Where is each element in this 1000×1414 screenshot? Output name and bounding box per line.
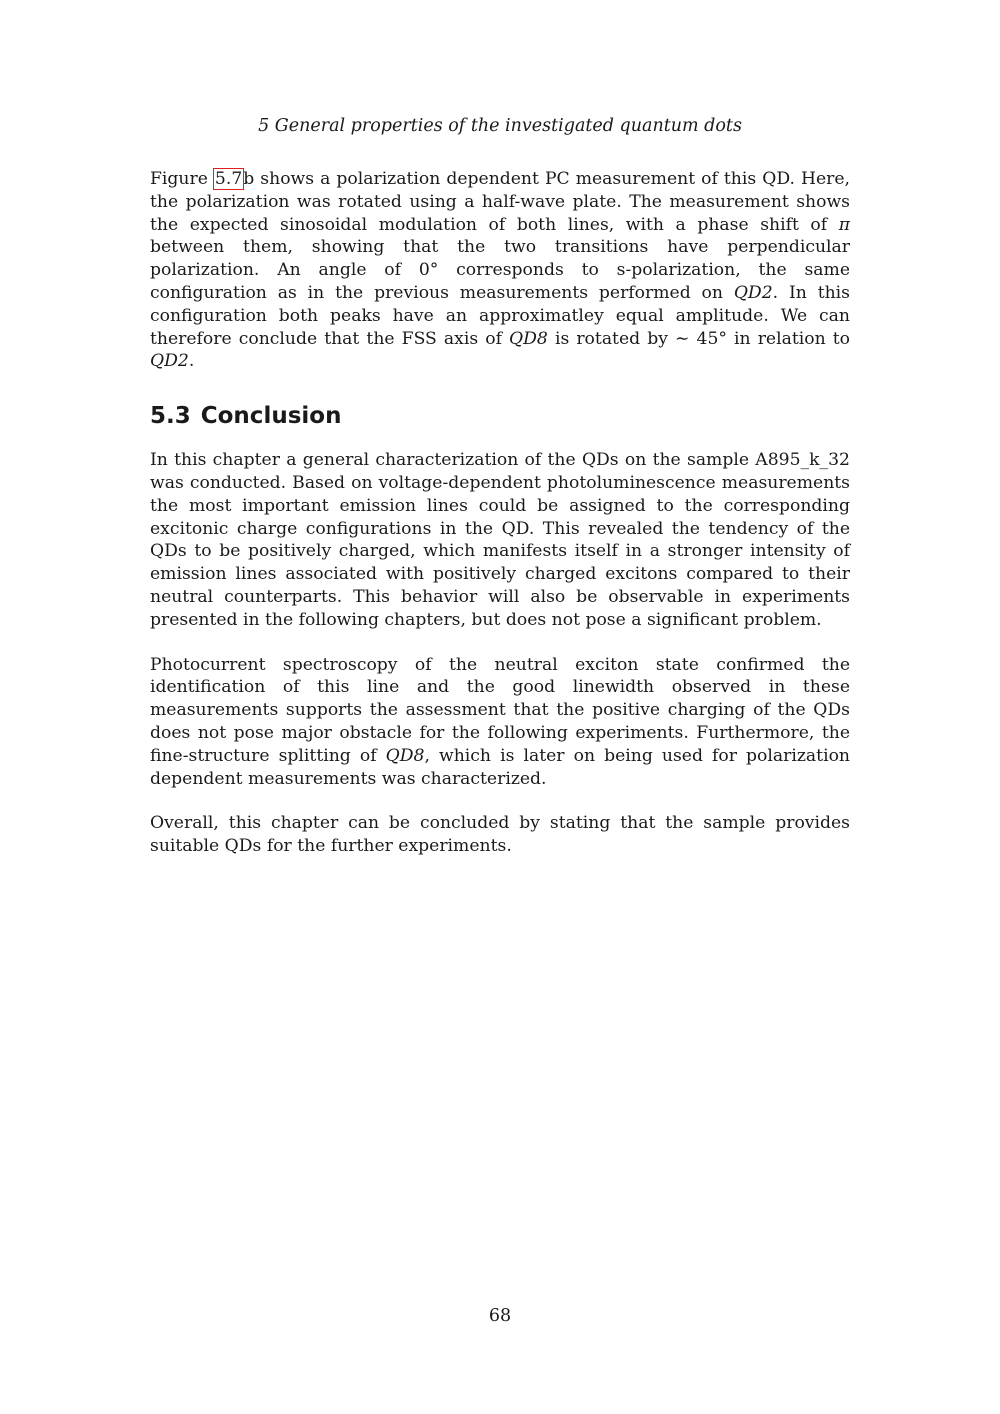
section-heading: [150, 403, 850, 429]
qd-label: QD8: [509, 328, 548, 349]
qd-label: QD2: [733, 282, 773, 303]
text-run: is rotated by ∼ 45° in relation to: [547, 328, 850, 349]
paragraph-overall: Overall, this chapter can be concluded by stating that the sample provides suitable QDs for the further experiments.: [150, 813, 850, 857]
text-run: Photocurrent spectroscopy of the neutral exciton state confirmed the identification of this line and the good linewidth observed in these measurements supports the assessment that the positive charging of the QDs does not pose major obstacle for the following experiments. Furthermore, the fine-structure splitting of: [150, 654, 850, 766]
page-content: [150, 168, 850, 880]
qd-label: QD2: [150, 351, 189, 372]
text-run: .: [188, 351, 195, 372]
figure-reference-link[interactable]: 5.7: [214, 169, 243, 189]
text-run: b shows a polarization dependent PC measurement of this QD. Here, the polarization was rotated using a half-wave plate. The measurement shows the expected sinosoidal modulation of both lines, with a phase shift of: [150, 169, 850, 235]
section-title: Conclusion: [200, 403, 342, 430]
qd-label: QD8: [385, 745, 425, 766]
math-pi: π: [838, 214, 850, 235]
paragraph-characterization: In this chapter a general characterization of the QDs on the sample A895_k_32 was conducted. Based on voltage-dependent photoluminescence measurements the most important emission lines could be assigned to the corresponding excitonic charge configurations in the QD. This revealed the tendency of the QDs to be positively charged, which manifests itself in a stronger intensity of emission lines associated with positively charged excitons compared to their neutral counterparts. This behavior will also be observable in experiments presented in the following chapters, but does not pose a significant problem.: [150, 450, 850, 630]
text-run: . In this configuration both peaks have an approximatley equal amplitude. We can therefore conclude that the FSS axis of: [150, 282, 850, 349]
page-number: 68: [488, 1306, 512, 1326]
paragraph-polarization: [150, 168, 850, 373]
running-head: 5 General properties of the investigated quantum dots: [258, 116, 742, 136]
text-run: between them, showing that the two transitions have perpendicular polarization. An angle of 0° corresponds to s-polarization, the same configuration as in the previous measurements performed on: [150, 237, 850, 303]
paragraph-photocurrent: [150, 654, 850, 791]
section-number: 5.3: [150, 403, 191, 430]
text-run: Figure: [150, 169, 214, 189]
text-run: , which is later on being used for polarization dependent measurements was characterized.: [150, 745, 850, 789]
